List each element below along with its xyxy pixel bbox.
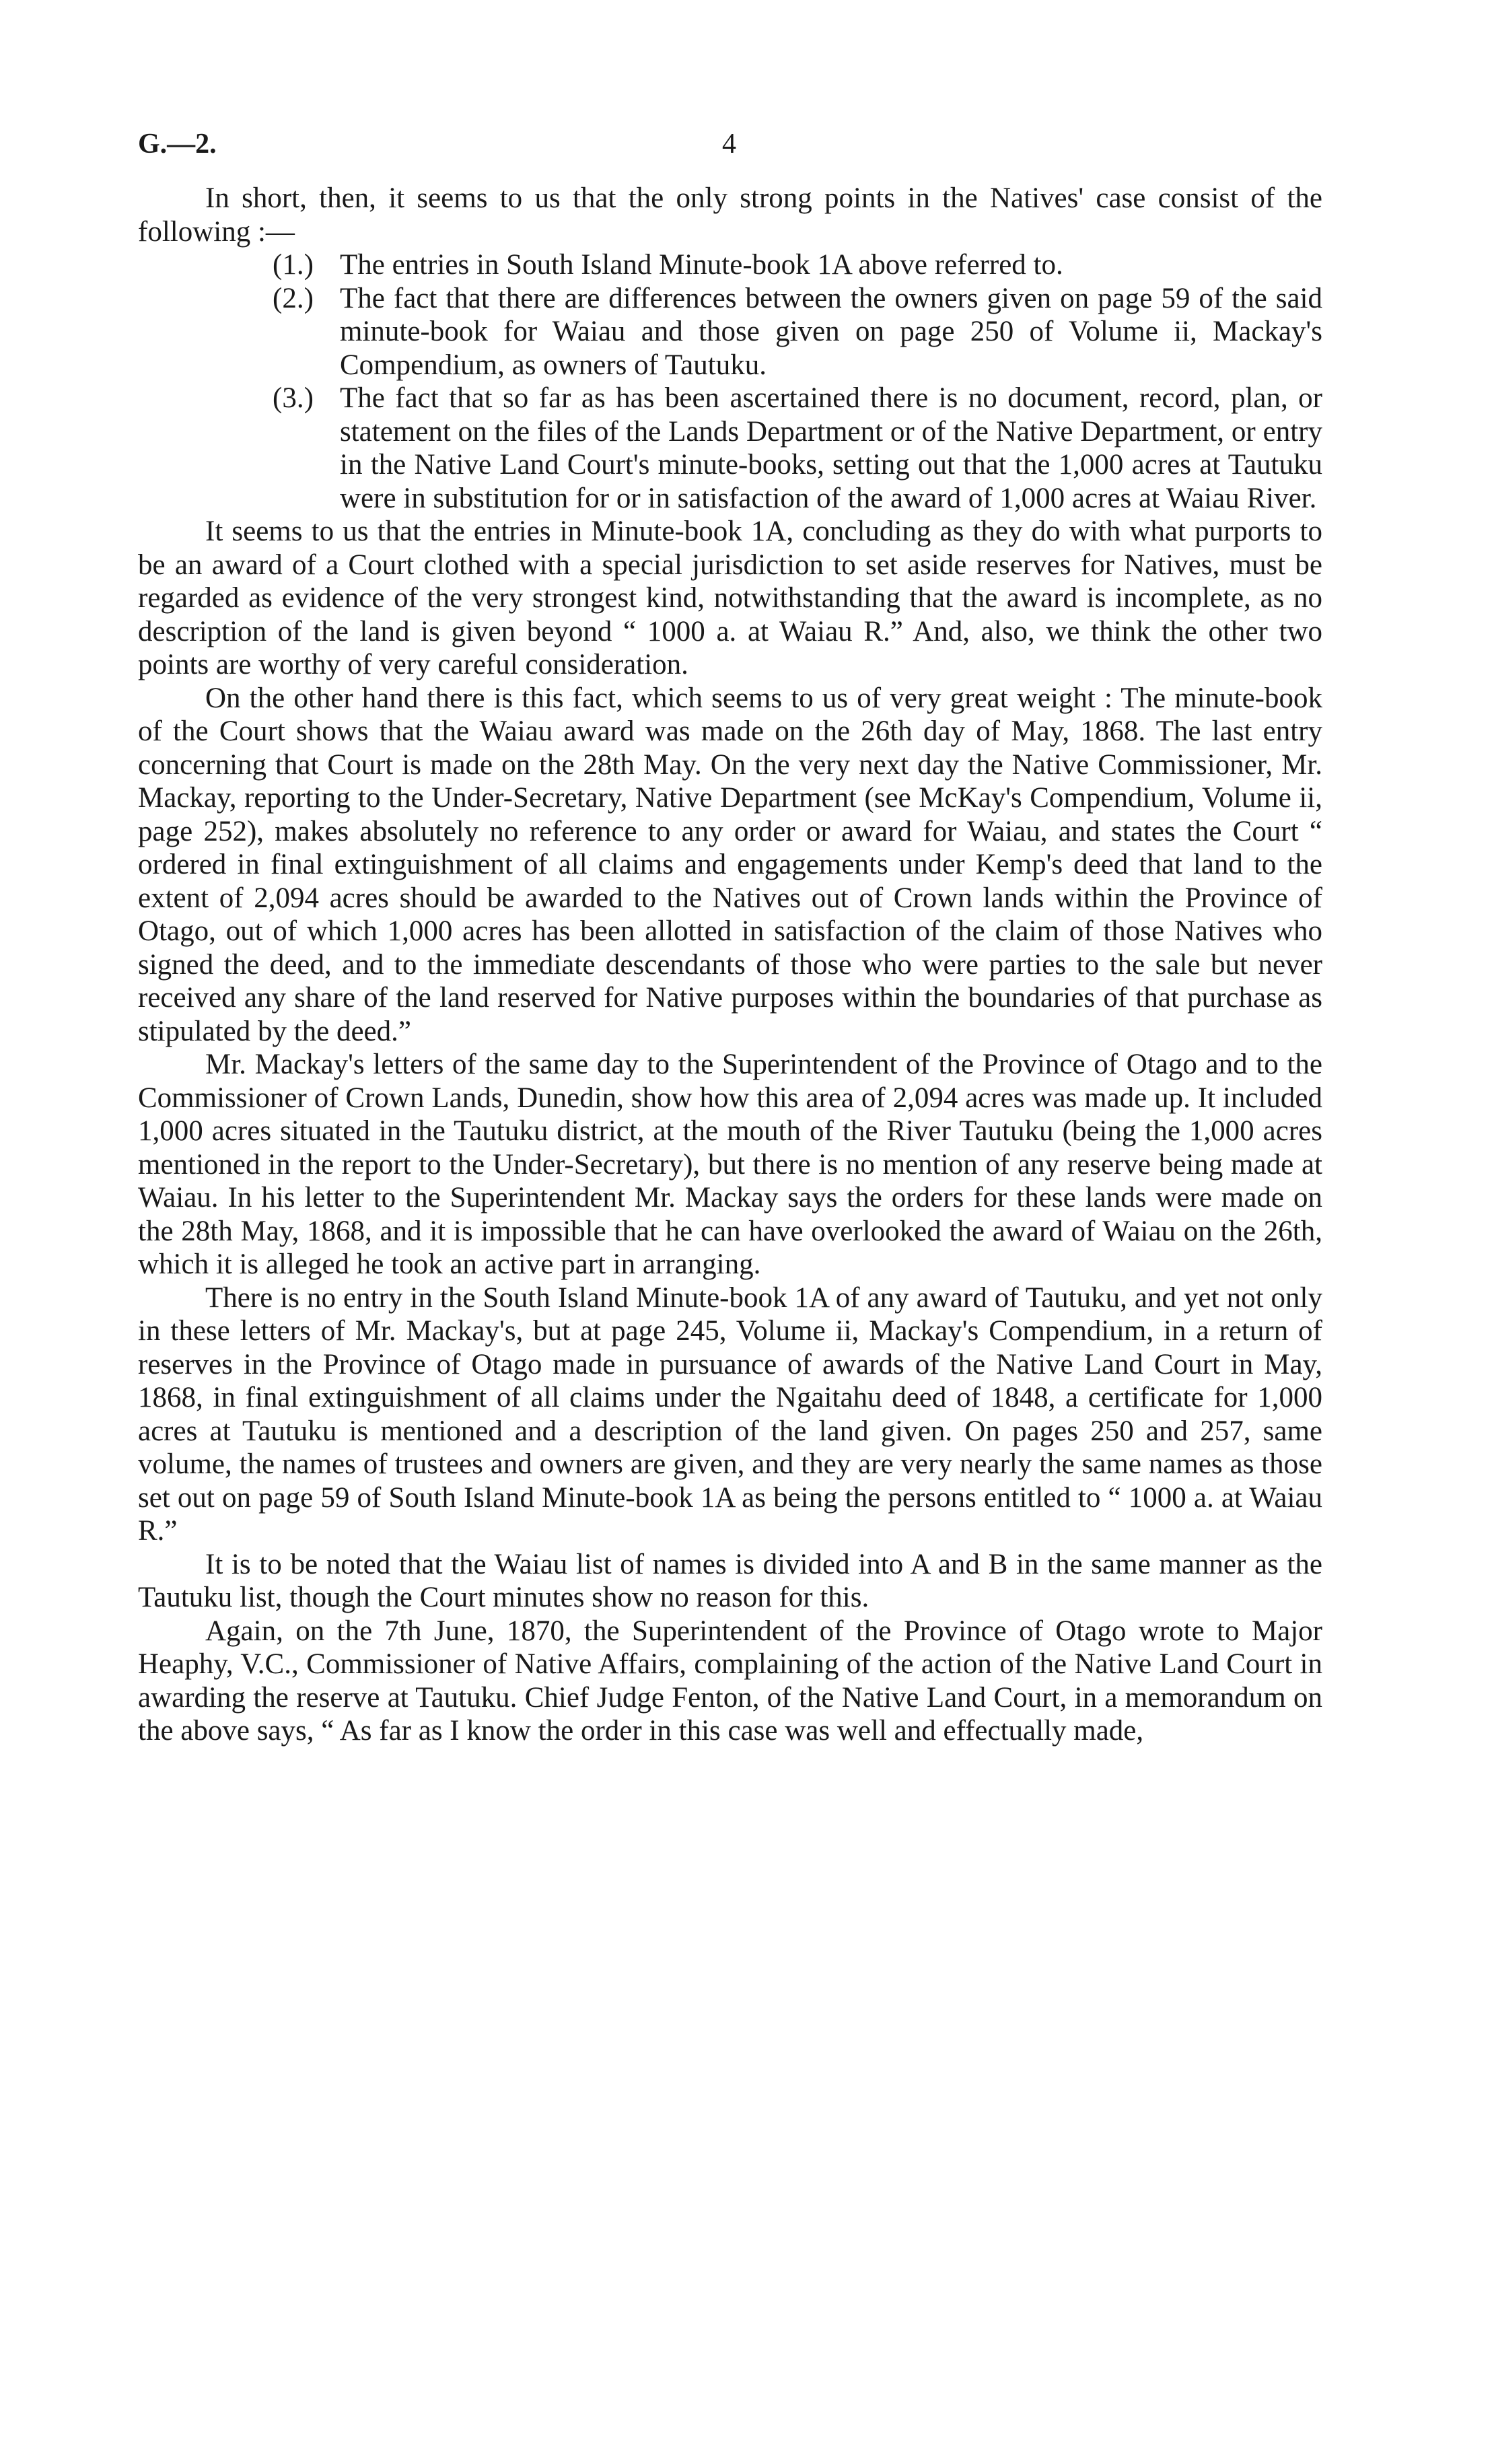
points-list <box>138 248 1322 515</box>
document-body <box>138 182 1322 1748</box>
list-item-text: The fact that so far as has been ascertained there is no document, record, plan, or statement on the files of the Lands Department or of the Native Department, or entry in the Native Land Court's minute-books, setting out that the 1,000 acres at Tautuku were in substitution for or in satisfaction of the award of 1,000 acres at Waiau River. <box>340 382 1322 514</box>
list-item-number: (2.) <box>273 282 314 314</box>
page-header <box>138 128 1356 168</box>
paragraph-other-hand: On the other hand there is this fact, which seems to us of very great weight : The minute-book of the Court shows that the Waiau award was made on the 26th day of May, 1868. The last entry concerning that Court is made on the 28th May. On the very next day the Native Commissioner, Mr. Mackay, reporting to the Under-Secretary, Native Department (see McKay's Compendium, Volume ii, page 252), makes absolutely no reference to any order or award for Waiau, and states the Court “ ordered in final extinguishment of all claims and engagements under Kemp's deed that land to the extent of 2,094 acres should be awarded to the Natives out of Crown lands within the Province of Otago, out of which 1,000 acres has been allotted in satisfaction of the claim of those Natives who signed the deed, and to the immediate descendants of those who were parties to the sale but never received any share of the land reserved for Native purposes within the boundaries of that purchase as stipulated by the deed.” <box>138 682 1322 1047</box>
list-item <box>273 382 1322 515</box>
list-item-text: The fact that there are differences between the owners given on page 59 of the said minute-book for Waiau and those given on page 250 of Volume ii, Mackay's Compendium, as owners of Tautuku. <box>340 282 1322 381</box>
paragraph-minute-book-evidence: It seems to us that the entries in Minute-book 1A, concluding as they do with what purports to be an award of a Court clothed with a special jurisdiction to set aside reserves for Natives, must be regarded as evidence of the very strongest kind, notwithstanding that the award is incomplete, as no description of the land is given beyond “ 1000 a. at Waiau R.” And, also, we think the other two points are worthy of very careful consideration. <box>138 516 1322 680</box>
intro-paragraph: In short, then, it seems to us that the only strong points in the Natives' case consist of the following :— <box>138 182 1322 248</box>
paragraph-list-division: It is to be noted that the Waiau list of names is divided into A and B in the same manner as the Tautuku list, though the Court minutes show no reason for this. <box>138 1548 1322 1613</box>
list-item-number: (3.) <box>273 382 314 414</box>
list-item <box>273 282 1322 382</box>
paragraph-superintendent: Again, on the 7th June, 1870, the Superintendent of the Province of Otago wrote to Major Heaphy, V.C., Commissioner of Native Affairs, complaining of the action of the Native Land Court in awarding the reserve at Tautuku. Chief Judge Fenton, of the Native Land Court, in a memorandum on the above says, “ As far as I know the order in this case was well and effectually made, <box>138 1615 1322 1747</box>
page-number: 4 <box>722 129 736 160</box>
list-item-number: (1.) <box>273 249 314 281</box>
list-item <box>273 248 1322 282</box>
document-reference: G.—2. <box>138 129 217 160</box>
list-item-text: The entries in South Island Minute-book 1A above referred to. <box>340 249 1063 281</box>
paragraph-no-entry: There is no entry in the South Island Minute-book 1A of any award of Tautuku, and yet not only in these letters of Mr. Mackay's, but at page 245, Volume ii, Mackay's Compendium, in a return of reserves in the Province of Otago made in pursuance of awards of the Native Land Court in May, 1868, in final extinguishment of all claims under the Ngaitahu deed of 1848, a certificate for 1,000 acres at Tautuku is mentioned and a description of the land given. On pages 250 and 257, same volume, the names of trustees and owners are given, and they are very nearly the same names as those set out on page 59 of South Island Minute-book 1A as being the persons entitled to “ 1000 a. at Waiau R.” <box>138 1281 1322 1547</box>
paragraph-mackay-letters: Mr. Mackay's letters of the same day to the Superintendent of the Province of Otago and to the Commissioner of Crown Lands, Dunedin, show how this area of 2,094 acres was made up. It included 1,000 acres situated in the Tautuku district, at the mouth of the River Tautuku (being the 1,000 acres mentioned in the report to the Under-Secretary), but there is no mention of any reserve being made at Waiau. In his letter to the Superintendent Mr. Mackay says the orders for these lands were made on the 28th May, 1868, and it is impossible that he can have overlooked the award of Waiau on the 26th, which it is alleged he took an active part in arranging. <box>138 1049 1322 1280</box>
